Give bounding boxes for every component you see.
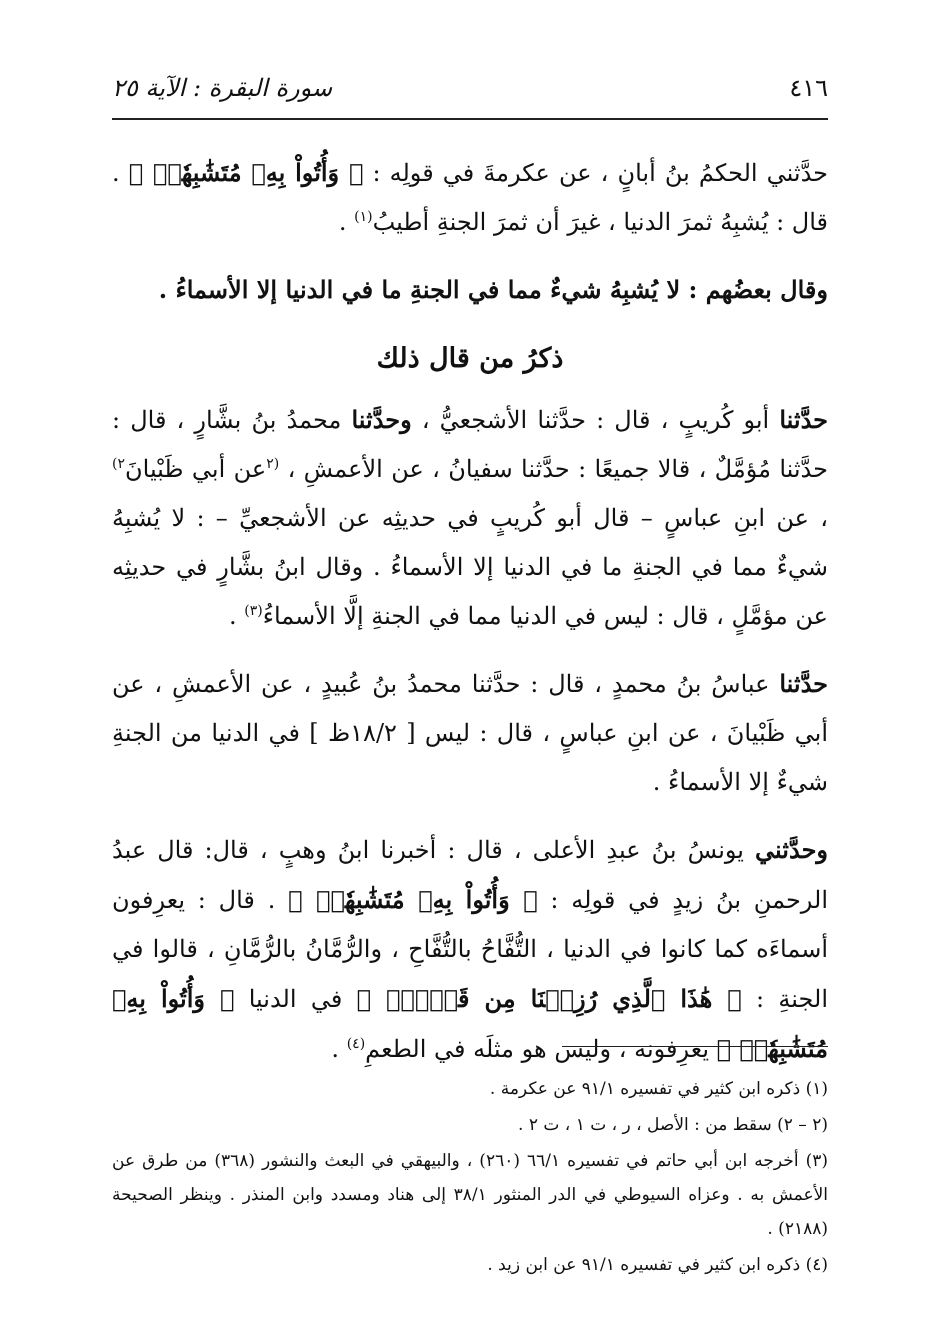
footnote-ref: (٣) — [244, 603, 263, 619]
paragraph-opinion — [112, 265, 828, 315]
footnote-1: (١) ذكره ابن كثير في تفسيره ٩١/١ عن عكرمة . — [489, 1079, 828, 1099]
footnote-ref: (١) — [354, 209, 373, 225]
text: . — [338, 208, 355, 236]
paragraph-narration-3 — [112, 825, 828, 1074]
text: . قال : يُشبِهُ ثمرَ الدنيا ، غيرَ أن ثمرَ الجنةِ أطيبُ — [112, 159, 828, 236]
text: . — [331, 1035, 347, 1063]
footnote-ref: ٢) — [112, 456, 125, 472]
page-number: ٤١٦ — [789, 74, 828, 102]
quran-verse: ﴿ وَأُتُواْ بِهِۦ مُتَشَٰبِهٗاۖ ﴾ — [128, 158, 364, 187]
opinion-lead: وقال بعضُهم : — [688, 275, 828, 304]
text: محمدُ بنُ بشَّارٍ ، قال : حدَّثنا مُؤمَّلٌ ، قالا جميعًا : حدَّثنا سفيانُ ، عن الأعمشِ ، — [112, 406, 828, 483]
text: في الدنيا — [234, 985, 357, 1013]
paragraph-hakam — [112, 148, 828, 247]
narration-lead: وحدَّثنا — [351, 405, 412, 434]
opinion-text: لا يُشبِهُ شيءٌ مما في الجنةِ ما في الدنيا إلا الأسماءُ . — [158, 275, 689, 304]
text: . — [228, 602, 245, 630]
text: عباسُ بنُ محمدٍ ، قال : حدَّثنا محمدُ بنُ عُبيدٍ ، عن الأعمشِ ، عن أبي ظَبْيانَ ، عن ابنِ عباسٍ ، قال : ليس [ ١٨/٢ظ ] في الدنيا من الجنةِ شيءٌ إلا الأسماءُ . — [112, 670, 828, 796]
footnote-ref: (٢ — [266, 456, 280, 472]
quran-verse: ﴿ وَأُتُواْ بِهِۦ مُتَشَٰبِهٗاۖ ﴾ — [288, 885, 538, 914]
paragraph-narration-2 — [112, 659, 828, 807]
section-heading: ذكرُ من قال ذلك — [376, 343, 564, 374]
text: أبو كُريبٍ ، قال : حدَّثنا الأشجعيُّ ، — [411, 406, 780, 434]
narration-lead: حدَّثنا — [779, 405, 829, 434]
text: حدَّثني الحكمُ بنُ أبانٍ ، عن عكرمةَ في قولِه : — [363, 159, 829, 187]
text: عن أبي ظَبْيانَ — [125, 455, 267, 483]
paragraph-narration-1 — [112, 395, 828, 641]
main-text — [112, 148, 828, 1092]
footnote-rule — [562, 1046, 828, 1047]
narration-lead: حدَّثنا — [779, 669, 828, 698]
footnote-3: (٣) أخرجه ابن أبي حاتم في تفسيره ٦٦/١ (٢٦٠) ، والبيهقي في البعث والنشور (٣٦٨) من طرق عن الأعمش به . وعزاه السيوطي في الدر المنثور ٣٨/١ إلى هناد ومسدد وابن المنذر . وينظر الصحيحة (٢١٨٨) . — [112, 1151, 829, 1239]
surah-title: سورة البقرة : الآية ٢٥ — [112, 74, 333, 102]
footnote-2: (٢ – ٢) سقط من : الأصل ، ر ، ت ١ ، ت ٢ . — [518, 1115, 828, 1135]
quran-verse: ﴿ هَٰذَا ٱلَّذِي رُزِقۡنَا مِن قَبۡلُۖ ﴾ — [356, 984, 742, 1013]
running-header — [112, 70, 828, 106]
footnotes — [112, 1072, 828, 1284]
narration-lead: وحدَّثني — [755, 835, 828, 864]
text: ، عن ابنِ عباسٍ – قال أبو كُريبٍ في حديثِه عن الأشجعيِّ – : لا يُشبِهُ شيءٌ مما في الجنةِ ما في الدنيا إلا الأسماءُ . وقال ابنُ بشَّارٍ في حديثِه عن مؤمَّلٍ ، قال : ليس في الدنيا مما في الجنةِ إلَّا الأسماءُ — [112, 504, 828, 630]
text: يعرِفونه ، وليس هو مثلَه في الطعمِ — [365, 1035, 717, 1063]
footnote-ref: (٤) — [346, 1036, 366, 1052]
footnote-4: (٤) ذكره ابن كثير في تفسيره ٩١/١ عن ابن زيد . — [487, 1255, 828, 1275]
text: . قال : يعرِفون أسماءَه كما كانوا في الدنيا ، التُّفَّاحُ بالتُّفَّاحِ ، والرُّمَّانُ بالرُّمَّانِ ، قالوا في الجنةِ : — [112, 886, 828, 1013]
header-rule — [112, 118, 828, 120]
text: يونسُ بنُ عبدِ الأعلى ، قال : أخبرنا ابنُ وهبٍ ، قال: قال عبدُ الرحمنِ بنُ زيدٍ في قولِه : — [112, 836, 829, 914]
quran-verse: ﴿ وَأُتُواْ بِهِۦ مُتَشَٰبِهٗاۖ ﴾ — [112, 984, 828, 1063]
